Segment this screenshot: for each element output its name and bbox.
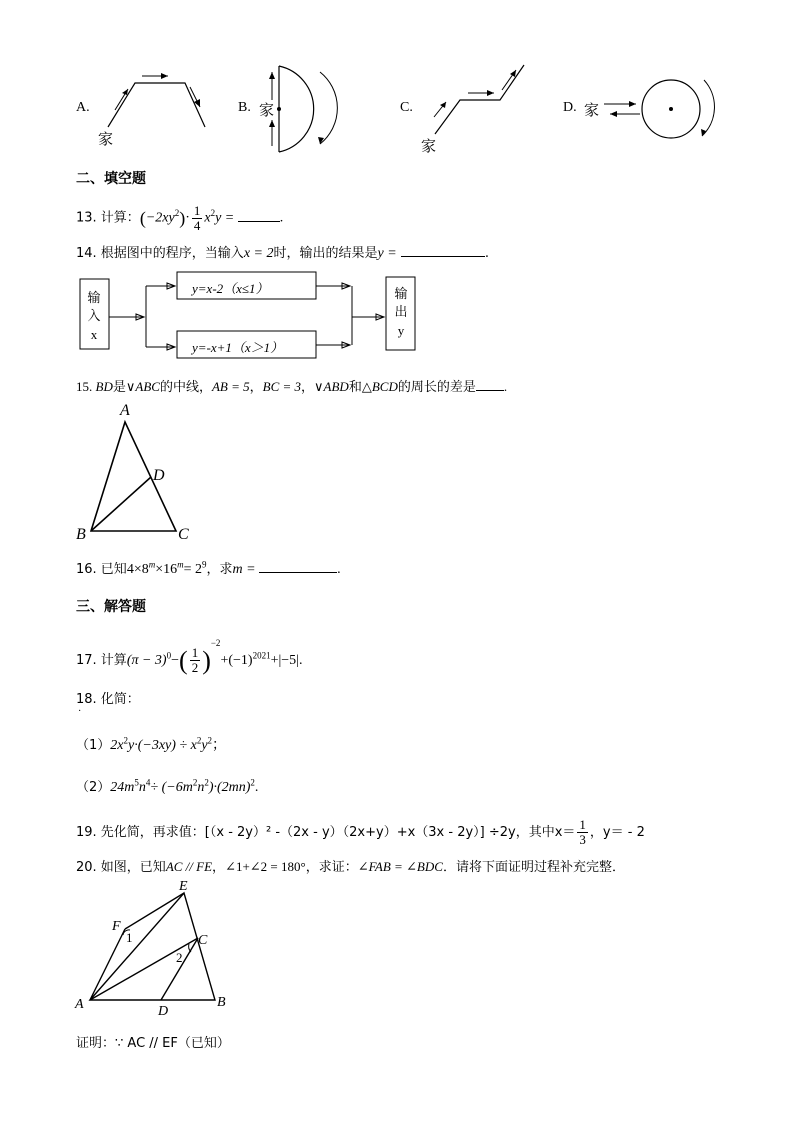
question-16 [76, 558, 341, 578]
q17-exp-neg2: −2 [210, 638, 221, 648]
q15-t5: 的周长的差是 [397, 380, 476, 395]
option-b-label: B. [238, 100, 251, 115]
q20-label-f: F [112, 919, 121, 934]
q19-fraction: $\frac{1}{3}$ [579, 817, 586, 847]
q15-bc: BC = 3 [262, 379, 302, 394]
q20-angles: ∠1+∠2 = 180° [225, 859, 306, 874]
q15-answer-blank[interactable] [476, 378, 504, 391]
q15-abc: ∨ABC [125, 379, 160, 394]
option-d-home: 家 [584, 101, 600, 119]
q18-p2-d: n [197, 780, 205, 795]
q13-exp: 2 [174, 208, 180, 219]
q16-expr: 4×8 [126, 562, 149, 577]
q15-label-a: A [120, 402, 130, 419]
question-18-title: 18. 化简： [76, 692, 140, 707]
q18-p1-b-exp: 2 [196, 735, 202, 746]
q16-nine: 9 [202, 559, 207, 570]
question-14 [76, 242, 489, 262]
flow-output-char-3: y [397, 323, 405, 338]
q15-t4: 和 [348, 380, 362, 395]
q16-prefix: 16. 已知 [76, 562, 127, 577]
q17-neg1: (−1) [228, 653, 253, 668]
q13-y: y = [215, 210, 235, 226]
q18-p2-e: )·(2mn) [208, 780, 251, 795]
q17-exp2021: 2021 [252, 650, 271, 661]
q15-number: 15. [76, 379, 93, 394]
question-15 [76, 376, 507, 395]
q20-ac-fe: AC // FE [165, 859, 213, 874]
q18-p2-label: （2） [76, 780, 111, 795]
q18-p2-e-exp: 2 [250, 777, 255, 788]
q17-plus2: + [270, 653, 279, 668]
q18-p2-a-exp: 5 [134, 777, 139, 788]
flow-box-bottom: y=-x+1（x＞1） [192, 340, 284, 355]
q20-text-a: 20. 如图，已知 [76, 860, 166, 875]
section-title-solve: 三、解答题 [76, 599, 146, 615]
q15-label-b: B [76, 526, 86, 543]
flow-input-box [84, 290, 104, 344]
q20-label-a: A [75, 997, 84, 1012]
flow-box-top: y=x-2（x≤1） [192, 281, 269, 296]
question-20 [76, 856, 625, 875]
flow-output-box [391, 286, 411, 340]
q20-label-1: 1 [126, 930, 133, 945]
q20-t1: ， [212, 859, 226, 874]
flow-input-char-1: 输 [87, 291, 101, 306]
q15-abd: ∨ABD [314, 379, 349, 394]
q14-mid: 时，输出的结果是 [273, 246, 378, 261]
question-17: 17. 计算$(\pi - 3)^0-$( $\frac{1}{2}$ )$^{-2}+(-1)^{2021}+|-5|$. [76, 638, 303, 676]
q19-tail: ，y＝ - 2 [589, 825, 645, 840]
q17-fraction: $\frac{1}{2}$ [191, 645, 199, 676]
q18-p1-label: （1） [76, 738, 111, 753]
q20-label-2: 2 [176, 950, 183, 965]
q18-p2-c: ÷ (−6m [150, 780, 193, 795]
q16-m2: m [177, 559, 184, 570]
q20-label-d: D [158, 1004, 169, 1019]
q17-pi-term: (π − 3) [126, 653, 167, 668]
q13-fraction: $\frac{1}{4}$ [193, 203, 201, 233]
q14-text: 14. 根据图中的程序，当输入 [76, 246, 244, 261]
q18-p2-end: . [254, 780, 259, 795]
q15-t2: 的中线， [159, 380, 212, 395]
q18-p2-b-exp: 4 [145, 777, 151, 788]
q13-expr: −2xy [145, 210, 175, 226]
option-b-figure [262, 62, 342, 157]
q18-dot: · [78, 706, 82, 717]
q18-p2-b: n [138, 780, 146, 795]
q15-t1: 是 [112, 380, 126, 395]
q18-part-2 [76, 776, 258, 796]
q17-prefix: 17. 计算 [76, 653, 127, 668]
question-19 [76, 818, 645, 847]
q17-exp0: 0 [166, 650, 172, 661]
option-c-figure [420, 60, 540, 145]
q14-end: . [484, 246, 489, 261]
q16-mid: ×16 [155, 562, 178, 577]
q18-p2-d-exp: 2 [204, 777, 209, 788]
flow-input-char-2: 入 [87, 309, 101, 324]
option-b-home: 家 [259, 101, 275, 119]
q15-ab: AB = 5 [211, 379, 250, 394]
q20-label-c: C [198, 933, 208, 948]
q16-eq: = 2 [183, 562, 203, 577]
q18-p1-c-exp: 2 [207, 735, 213, 746]
flow-output-char-2: 出 [394, 305, 408, 320]
flow-output-char-1: 输 [394, 287, 408, 302]
q17-minus: − [171, 653, 180, 668]
q18-p1-b: y·(−3xy) ÷ x [128, 738, 197, 753]
q15-bcd: △BCD [361, 379, 398, 394]
q20-label-e: E [179, 879, 188, 894]
q18-p1-a-exp: 2 [123, 735, 128, 746]
q14-y-eq: y = [377, 246, 397, 261]
q18-p2-c-exp: 2 [192, 777, 198, 788]
q13-prefix: 13. 计算： [76, 210, 140, 226]
q14-x-value: x = 2 [243, 246, 274, 261]
q15-triangle-figure [70, 400, 210, 550]
q20-geometry-figure [70, 880, 250, 1020]
q16-tail: ，求 [206, 562, 233, 577]
q13-x: x [204, 210, 211, 226]
q17-plus: + [220, 653, 229, 668]
flow-input-char-3: x [90, 327, 98, 342]
q13-end: . [279, 210, 284, 226]
q16-m1: m [148, 559, 156, 570]
option-d-figure [600, 70, 720, 150]
q16-m: m = [232, 562, 256, 577]
option-a-home: 家 [98, 130, 114, 148]
q20-t3: ．请将下面证明过程补充完整． [442, 860, 625, 875]
q17-abs: |−5| [278, 653, 299, 668]
option-c-home: 家 [421, 137, 437, 155]
q20-goal: ∠FAB = ∠BDC [357, 859, 443, 874]
q15-label-d: D [153, 467, 165, 484]
q17-end: . [299, 653, 303, 668]
q18-part-1 [76, 734, 226, 754]
q13-answer-blank[interactable] [238, 209, 280, 222]
proof-line: 证明：∵ AC // EF（已知） [76, 1036, 230, 1051]
q19-text: 19. 先化简，再求值：[（x - 2y）² -（2x - y）（2x+y）+x（3x - 2y）] ÷2y，其中x＝ [76, 825, 576, 840]
q18-p2-a: 24m [110, 780, 135, 795]
q18-p1-c: y [201, 738, 208, 753]
option-a-label: A. [76, 100, 90, 115]
q13-x-exp: 2 [210, 208, 216, 219]
question-13: 13. 计算：$(-2xy^2)\cdot$ $\frac{1}{4}$ $x^2y$ = . [76, 203, 284, 233]
q15-label-c: C [178, 526, 189, 543]
q15-t3b: ， [301, 379, 315, 394]
q20-t2: ，求证： [305, 860, 358, 875]
q18-p1-end: ； [212, 738, 227, 753]
q18-p1-a: 2x [110, 738, 124, 753]
section-title-fill-in: 二、填空题 [76, 171, 146, 187]
option-c-label: C. [400, 100, 413, 115]
q14-answer-blank[interactable] [401, 244, 485, 257]
option-d-label: D. [563, 100, 577, 115]
q15-end: . [503, 379, 508, 394]
q15-bd: BD [95, 379, 113, 394]
q15-t3: ， [249, 379, 263, 394]
q16-answer-blank[interactable] [259, 560, 337, 573]
q20-label-b: B [217, 995, 226, 1010]
q16-end: . [337, 562, 341, 577]
